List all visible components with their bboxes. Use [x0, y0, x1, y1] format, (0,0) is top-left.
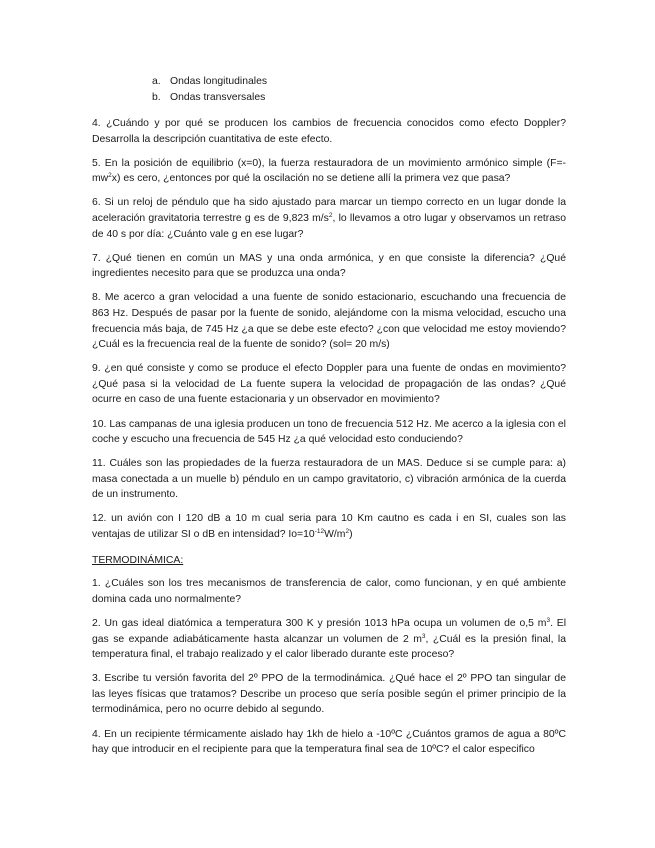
- question-5-text-a: 5. En la posición de equilibrio (x=0), la fuerza restauradora de un movimiento armónico simple (F=-mw: [92, 157, 566, 185]
- thermo-question-2-superscript-2: 3: [421, 632, 426, 640]
- document-page: [92, 74, 566, 766]
- wave-types-list: [92, 74, 566, 106]
- question-6: [92, 195, 566, 242]
- question-6-text-b: , lo llevamos a otro lugar y observamos un retraso de 40 s por día: ¿Cuánto vale g en ese lugar?: [92, 212, 566, 240]
- thermo-question-3: 3. Escribe tu versión favorita del 2º PPO de la termodinámica. ¿Qué hace el 2º PPO tan singular de las leyes físicas que tratamos? Describe un proceso que sería posible según el primer principio de la termodinámica, pero no ocurre debido al segundo.: [92, 673, 566, 716]
- question-12-superscript-square: 2: [345, 528, 350, 536]
- list-item-letter: b.: [152, 92, 161, 103]
- thermo-question-4: 4. En un recipiente térmicamente aislado hay 1kh de hielo a -10ºC ¿Cuántos gramos de agua a 80ºC hay que introducir en el recipiente para que la temperatura final sea de 10ºC? el calor especifico: [92, 728, 566, 756]
- question-10: 10. Las campanas de una iglesia producen un tono de frecuencia 512 Hz. Me acerco a la iglesia con el coche y escucho una frecuencia de 545 Hz ¿a qué velocidad esto conduciendo?: [92, 418, 566, 446]
- question-5-superscript: 2: [108, 172, 112, 180]
- thermo-question-2-text-c: , ¿Cuál es la presión final, la temperatura final, el trabajo realizado y el calor liberado durante este proceso?: [92, 633, 567, 661]
- question-6-superscript: 2: [328, 211, 333, 219]
- thermo-question-2-text-b: . El gas se expande adiabáticamente hasta alcanzar un volumen de 2 m: [92, 617, 566, 645]
- question-5-text-b: x) es cero, ¿entonces por qué la oscilación no se detiene allí la primera vez que pasa?: [111, 173, 511, 185]
- question-12: [92, 511, 566, 542]
- question-4: 4. ¿Cuándo y por qué se producen los cambios de frecuencia conocidos como efecto Doppler? Desarrolla la descripción cuantitativa de este efecto.: [92, 118, 566, 145]
- thermo-question-2-superscript-1: 3: [546, 616, 551, 624]
- question-12-superscript-exponent: -12: [314, 528, 325, 536]
- list-item-letter: a.: [152, 76, 161, 87]
- thermo-question-2: [92, 616, 566, 663]
- thermo-question-2-text-a: 2. Un gas ideal diatómica a temperatura 300 K y presión 1013 hPa ocupa un volumen de o,5 m: [92, 617, 547, 629]
- question-11: 11. Cuáles son las propiedades de la fuerza restauradora de un MAS. Deduce si se cumple para: a) masa conectada a un muelle b) péndulo en un campo gravitatorio, c) vibración armónica de la cuerda de un instrumento.: [92, 458, 566, 501]
- question-6-text-a: 6. Si un reloj de péndulo que ha sido ajustado para marcar un tiempo correcto en un lugar donde la aceleración gravitatoria terrestre g es de 9,823 m/s: [92, 197, 566, 224]
- thermo-question-1: 1. ¿Cuáles son los tres mecanismos de transferencia de calor, como funcionan, y en qué ambiente domina cada uno normalmente?: [92, 578, 566, 605]
- question-12-text-a: 12. un avión con I 120 dB a 10 m cual seria para 10 Km cautno es cada i en SI, cuales son las ventajas de utilizar SI o dB en intensidad? Io=10: [92, 513, 566, 541]
- list-item-text: Ondas transversales: [170, 92, 266, 103]
- question-9: 9. ¿en qué consiste y como se produce el efecto Doppler para una fuente de ondas en movimiento? ¿Qué pasa si la velocidad de La fuente supera la velocidad de propagación de las ondas? ¿Qué ocurre en caso de una fuente estacionaria y un observador en movimiento?: [92, 363, 566, 406]
- question-12-text-b: W/m: [324, 529, 346, 541]
- list-item: [152, 74, 566, 90]
- question-12-text-c: ): [349, 529, 353, 541]
- section-heading-termodinamica: TERMODINÁMICA:: [92, 554, 184, 566]
- question-7: 7. ¿Qué tienen en común un MAS y una onda armónica, y en que consiste la diferencia? ¿Qué ingredientes necesito para que se produzca una onda?: [92, 252, 566, 280]
- question-5: [92, 156, 566, 187]
- question-8: 8. Me acerco a gran velocidad a una fuente de sonido estacionario, escuchando una frecuencia de 863 Hz. Después de pasar por la fuente de sonido, alejándome con la misma velocidad, escucho una frecuencia más baja, de 745 Hz ¿a que se debe este efecto? ¿con que velocidad me estoy moviendo? ¿Cuál es la frecuencia real de la fuente de sonido? (sol= 20 m/s): [92, 292, 566, 351]
- list-item: [152, 90, 566, 106]
- list-item-text: Ondas longitudinales: [170, 76, 268, 87]
